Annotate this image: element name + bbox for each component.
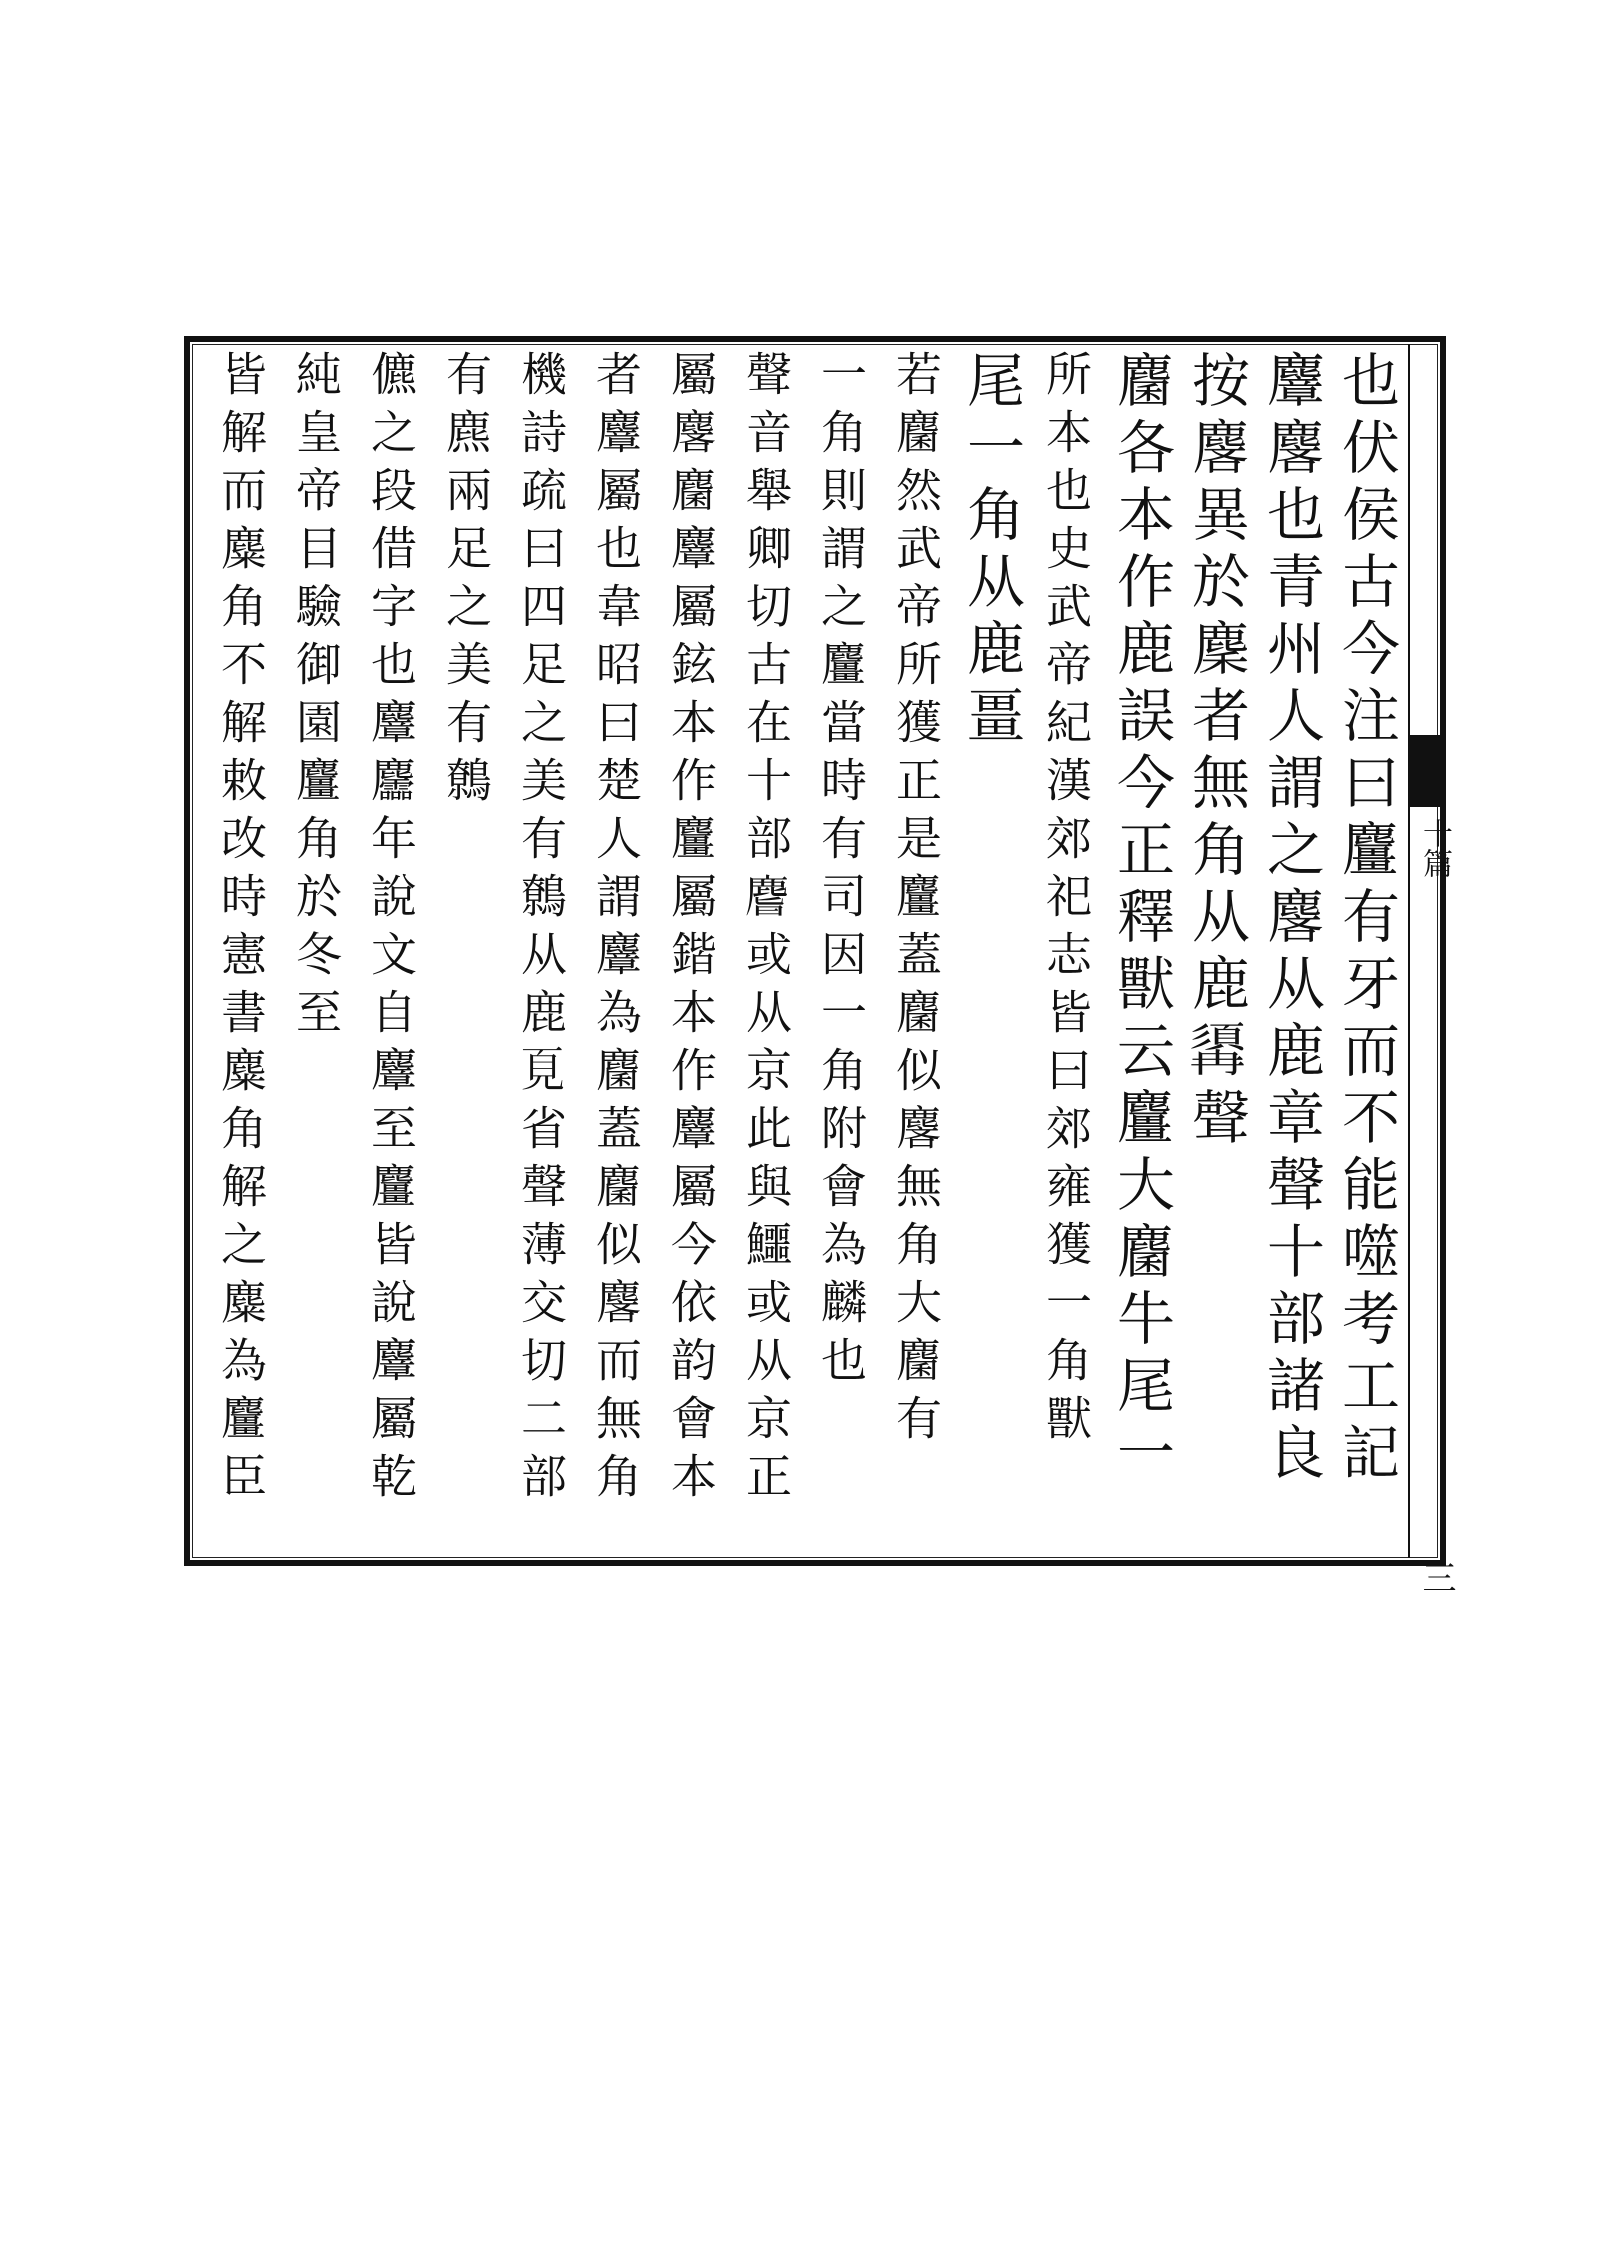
text-column: 聲音舉卿切古在十部𪊨或从京此與鱷或从京正 — [739, 350, 793, 1510]
text-column: 皆解而麋角不解敕改時憲書麋角解之麋為麠臣 — [214, 350, 268, 1510]
text-column: 純皇帝目驗御園麠角於冬至 — [289, 350, 343, 1046]
woodblock-text — [204, 350, 1404, 1555]
text-column: 機詩疏曰四足之美有鷯从鹿𩑋省聲薄交切二部 — [514, 350, 568, 1510]
chapter-label: 十篇 — [1417, 818, 1452, 878]
text-column: 若麕然武帝所獲正是麠蓋麕似麐無角大麕有 — [889, 350, 943, 1452]
text-column: 儦之段借字也麞麢年說文自麞至麠皆說麞屬乾 — [364, 350, 418, 1510]
text-column: 所本也史武帝紀漢郊祀志皆曰郊雍獲一角獸 — [1039, 350, 1093, 1452]
text-column: 尾一角从鹿畺 — [957, 350, 1025, 752]
text-column: 麞麐也青州人謂之麐从鹿章聲十部諸良 — [1257, 350, 1325, 1489]
text-column: 一角則謂之麠當時有司因一角附會為麟也 — [814, 350, 868, 1394]
fish-tail-mark — [1410, 735, 1440, 807]
text-column: 按麐異於麇者無角从鹿𩓾聲 — [1182, 350, 1250, 1154]
text-column: 也伏侯古今注曰麠有牙而不能噬考工記 — [1332, 350, 1400, 1489]
text-column: 者麞屬也韋昭曰楚人謂麞為麕蓋麕似麐而無角 — [589, 350, 643, 1510]
text-column: 屬麐麕麞屬鉉本作麠屬鍇本作麞屬今依韵會本 — [664, 350, 718, 1510]
text-column: 有麃兩足之美有鷯 — [439, 350, 493, 814]
folio-number: 三 — [1416, 1560, 1456, 1594]
margin-strip — [1408, 344, 1444, 1558]
text-column: 麕各本作鹿誤今正釋獸云麠大麕牛尾一 — [1107, 350, 1175, 1489]
